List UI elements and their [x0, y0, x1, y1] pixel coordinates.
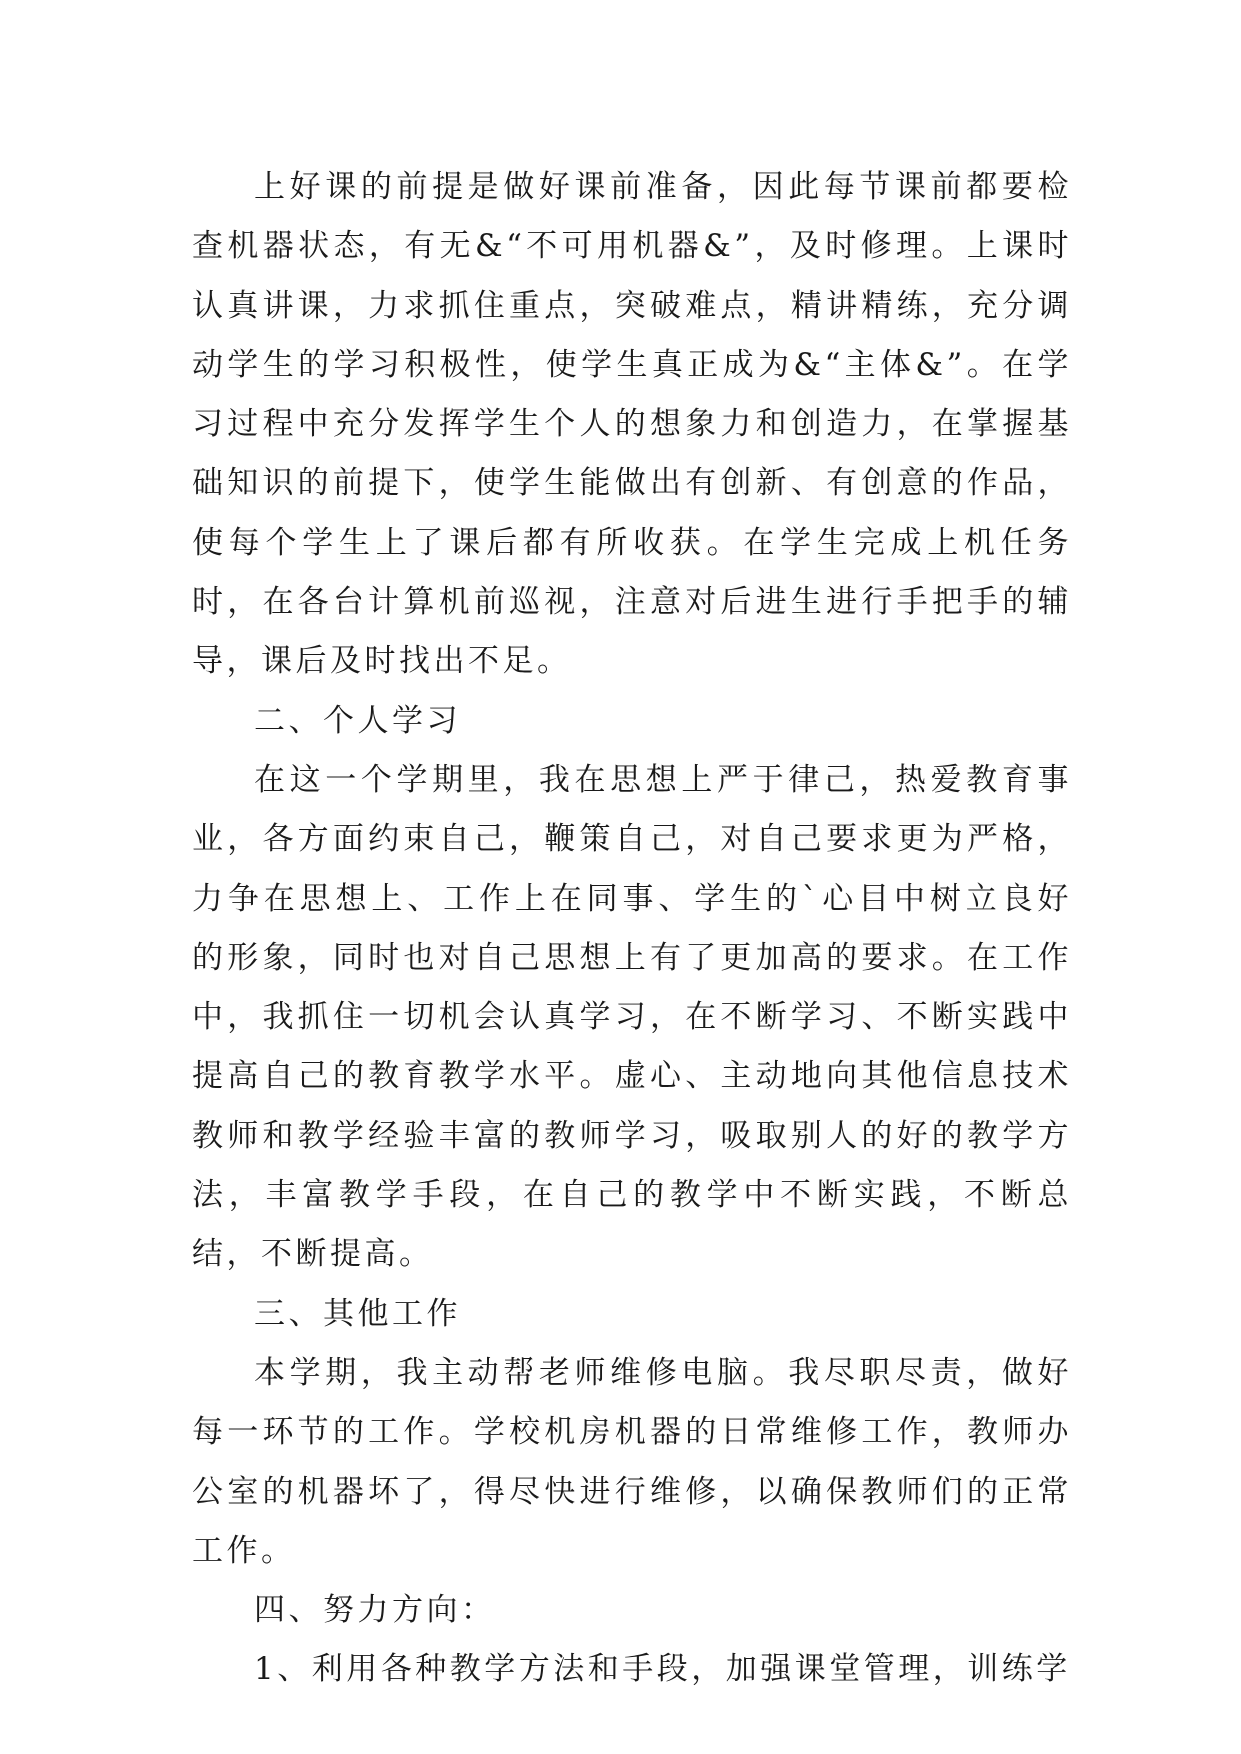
section-heading-other-work: 三、其他工作 [254, 1295, 461, 1332]
section-heading-direction: 四、努力方向： [254, 1592, 496, 1629]
paragraph-direction-item-1: 1、利用各种教学方法和手段，加强课堂管理，训练学 [254, 1651, 1071, 1688]
paragraph-class-preparation: 上好课的前提是做好课前准备，因此每节课前都要检查机器状态，有无&“不可用机器&”，及时修理。上课时认真讲课，力求抓住重点，突破难点，精讲精练，充分调动学生的学习积极性，使学生真正成为&“主体&”。在学习过程中充分发挥学生个人的想象力和创造力，在掌握基础知识的前提下，使学生能做出有创新、有创意的作品，使每个学生上了课后都有所收获。在学生完成上机任务时，在各台计算机前巡视，注意对后进生进行手把手的辅导，课后及时找出不足。 [192, 169, 1072, 680]
section-heading-personal-study: 二、个人学习 [254, 702, 461, 739]
paragraph-personal-study: 在这一个学期里，我在思想上严于律己，热爱教育事业，各方面约束自己，鞭策自己，对自己要求更为严格，力争在思想上、工作上在同事、学生的`心目中树立良好的形象，同时也对自己思想上有了更加高的要求。在工作中，我抓住一切机会认真学习，在不断学习、不断实践中提高自己的教育教学水平。虚心、主动地向其他信息技术教师和教学经验丰富的教师学习，吸取别人的好的教学方法，丰富教学手段，在自己的教学中不断实践，不断总结，不断提高。 [192, 761, 1072, 1273]
paragraph-other-work: 本学期，我主动帮老师维修电脑。我尽职尽责，做好每一环节的工作。学校机房机器的日常维修工作，教师办公室的机器坏了，得尽快进行维修，以确保教师们的正常工作。 [192, 1354, 1072, 1569]
document-body [192, 158, 1072, 1700]
